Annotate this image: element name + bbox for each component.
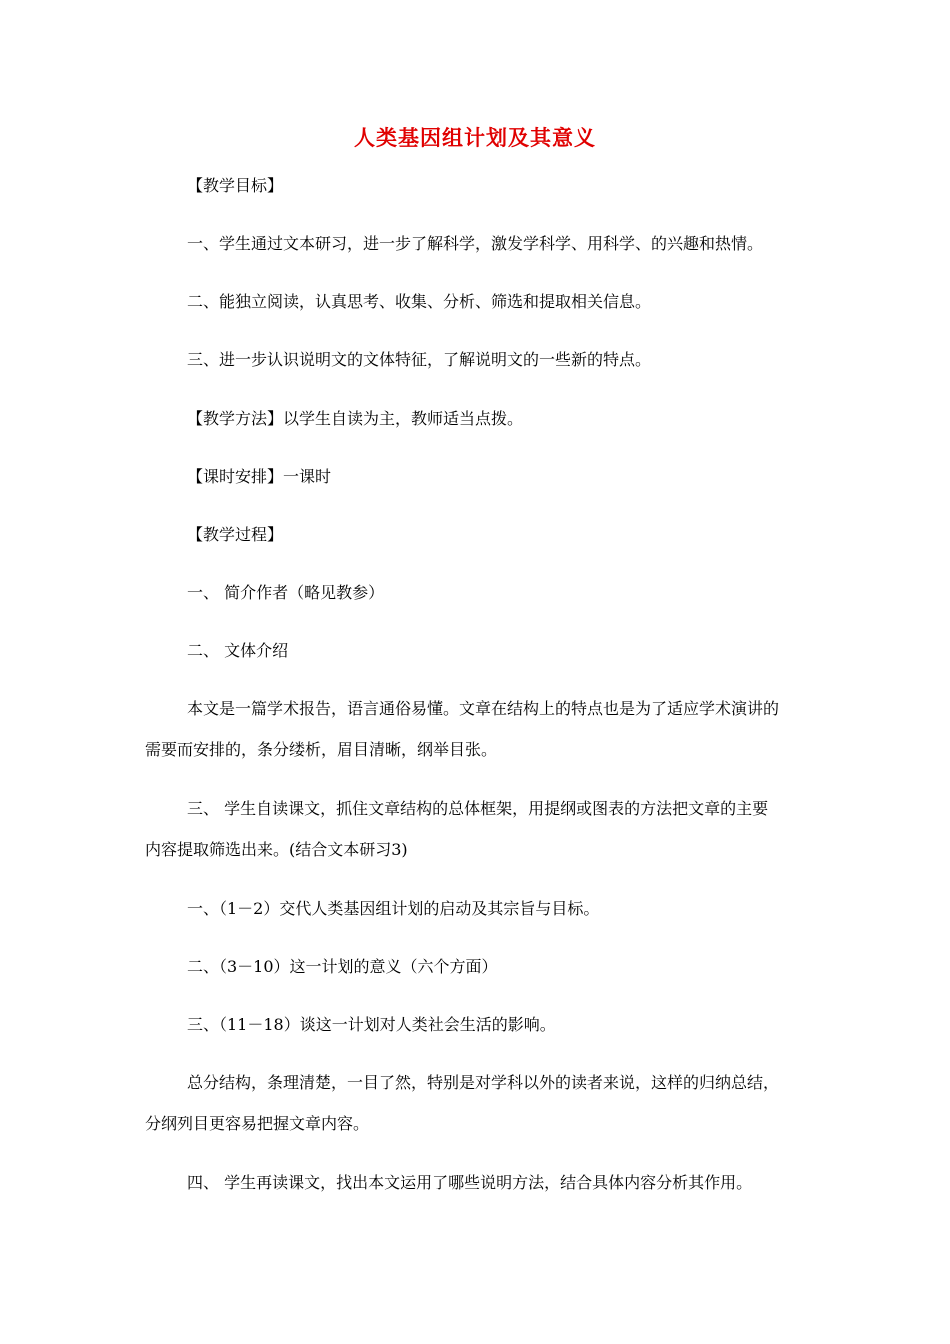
paragraph-line: 二、（3－10）这一计划的意义（六个方面）	[187, 957, 498, 976]
section-heading-teaching-goals: 【教学目标】	[187, 176, 284, 195]
paragraph-line: 需要而安排的，条分缕析，眉目清晰，纲举目张。	[145, 740, 498, 759]
section-heading-teaching-process: 【教学过程】	[187, 525, 284, 544]
paragraph-line: 三、进一步认识说明文的文体特征，了解说明文的一些新的特点。	[187, 350, 652, 369]
paragraph-line: 二、能独立阅读，认真思考、收集、分析、筛选和提取相关信息。	[187, 292, 652, 311]
paragraph-line: 三、（11－18）谈这一计划对人类社会生活的影响。	[187, 1015, 556, 1034]
paragraph-line: 一、学生通过文本研习，进一步了解科学，激发学科学、用科学、的兴趣和热情。	[187, 234, 764, 253]
paragraph-line: 四、 学生再读课文，找出本文运用了哪些说明方法，结合具体内容分析其作用。	[187, 1173, 753, 1192]
section-heading-schedule: 【课时安排】一课时	[187, 467, 332, 486]
paragraph-line: 总分结构，条理清楚，一目了然，特别是对学科以外的读者来说，这样的归纳总结，	[187, 1073, 780, 1092]
paragraph-line: 本文是一篇学术报告，语言通俗易懂。文章在结构上的特点也是为了适应学术演讲的	[187, 699, 780, 718]
section-heading-teaching-method: 【教学方法】以学生自读为主，教师适当点拨。	[187, 409, 524, 428]
paragraph-line: 内容提取筛选出来。(结合文本研习3)	[145, 840, 408, 859]
paragraph-line: 一、 简介作者（略见教参）	[187, 583, 385, 602]
paragraph-line: 一、（1－2）交代人类基因组计划的启动及其宗旨与目标。	[187, 899, 600, 918]
paragraph-line: 三、 学生自读课文，抓住文章结构的总体框架，用提纲或图表的方法把文章的主要	[187, 799, 769, 818]
paragraph-line: 二、 文体介绍	[187, 641, 289, 660]
paragraph-line: 分纲列目更容易把握文章内容。	[145, 1114, 370, 1133]
page-title: 人类基因组计划及其意义	[354, 125, 596, 150]
